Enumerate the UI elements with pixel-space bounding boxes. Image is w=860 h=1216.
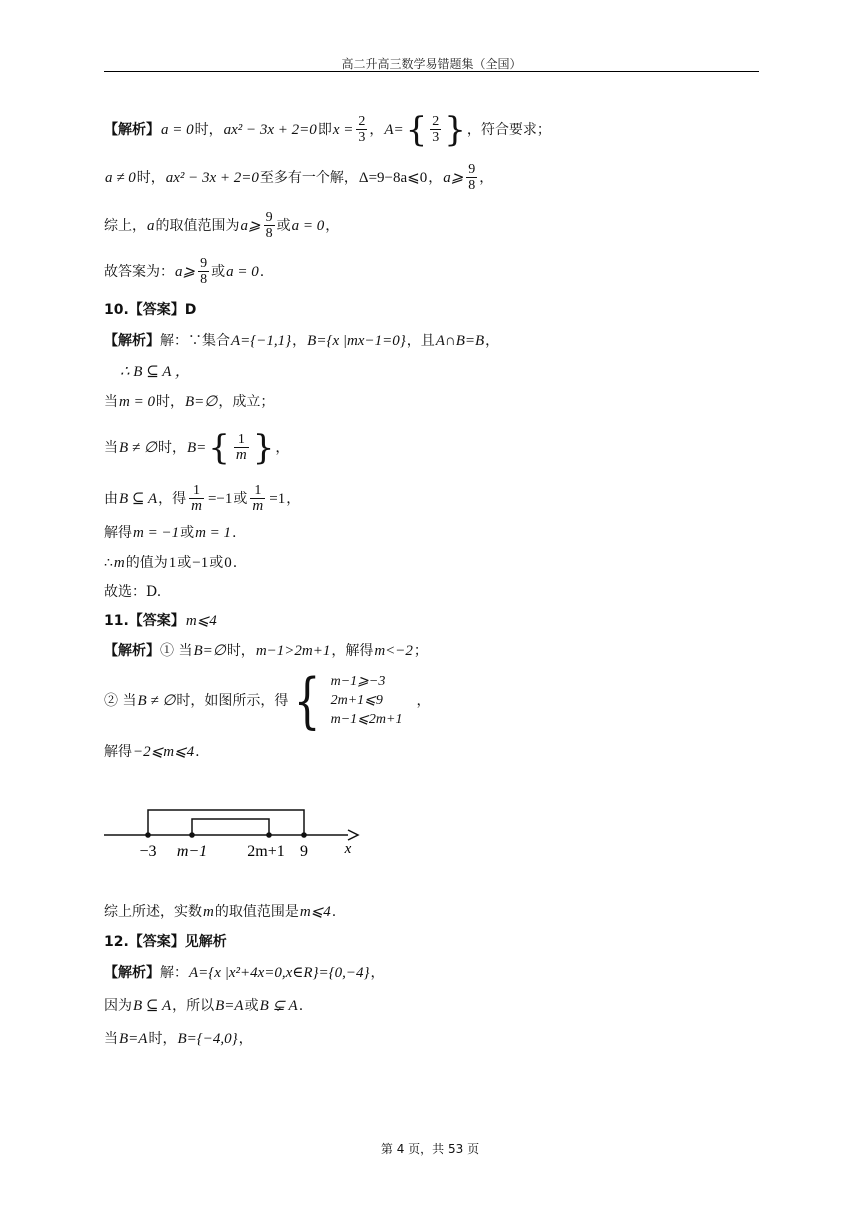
solution-line: ② 当 B ≠ ∅ 时，如图所示，得 { m−1⩾−3 2m+1⩽9 m−1⩽2m+1 ， <box>104 665 431 736</box>
fraction: $\frac{1}{m}$ <box>252 483 264 514</box>
solution-line: ∴ m 的值为 1 或 −1 或 0 . <box>104 555 238 571</box>
solution-line: 当 B=A 时， B={−4,0} ， <box>104 1031 253 1047</box>
inequality-system: { m−1⩾−3 2m+1⩽9 m−1⩽2m+1 <box>294 665 403 736</box>
solution-line: 故选：D. <box>104 584 162 600</box>
number-line-figure <box>100 800 365 862</box>
tick-label: 2m+1 <box>247 843 285 860</box>
answer-11: 11.【答案】 m⩽4 <box>104 613 217 629</box>
fraction: $\frac{2}{3}$ <box>358 114 366 145</box>
solution-line: 解得 −2⩽m⩽4 . <box>104 744 200 760</box>
solution-line: 综上， a 的取值范围为 a⩾ $\frac{9}{8}$ 或 a = 0 ， <box>104 210 340 241</box>
solution-line: 当 m = 0 时， B=∅ ，成立； <box>104 394 275 410</box>
axis-label: x <box>344 841 352 857</box>
solution-line: 由 B ⊆ A ，得 $\frac{1}{m}$ =−1 或 $\frac{1}{m}$ =1 ， <box>104 483 301 514</box>
fraction: $\frac{9}{8}$ <box>468 162 476 193</box>
solution-line: 因为 B ⊆ A ，所以 B=A 或 B ⊊ A . <box>104 998 304 1014</box>
solution-line: 综上所述，实数 m 的取值范围是 m⩽4 . <box>104 904 337 920</box>
solution-line: 【解析】 解：∵集合 A={−1,1} ， B={x |mx−1=0} ，且 A∩B=B ， <box>104 333 500 349</box>
fraction: $\frac{1}{m}$ <box>235 432 247 463</box>
solution-line: a ≠ 0 时， ax² − 3x + 2=0 至多有一个解， Δ=9−8a⩽0 ， a⩾ $\frac{9}{8}$ ， <box>105 162 494 193</box>
solution-line: 【解析】 解： A={x |x²+4x=0,x∈R}={0,−4} ， <box>104 965 385 981</box>
tick-label: m−1 <box>176 843 208 860</box>
analysis-tag: 【解析】 <box>104 121 160 138</box>
solution-line: 故答案为： a⩾ $\frac{9}{8}$ 或 a = 0 . <box>104 256 265 287</box>
answer-12: 12.【答案】见解析 <box>104 934 227 950</box>
tick-label: −3 <box>139 843 157 860</box>
answer-10: 10.【答案】D <box>104 302 197 318</box>
page-footer: 第 4 页，共 53 页 <box>380 1142 480 1156</box>
solution-line: 【解析】 ① 当 B=∅ 时， m−1>2m+1 ，解得 m<−2 ； <box>104 643 428 659</box>
solution-line: ∴ B ⊆ A ， <box>120 364 190 380</box>
fraction: $\frac{2}{3}$ <box>432 114 440 145</box>
page-header: 高二升高三数学易错题集（全国） <box>104 55 759 72</box>
solution-line: 当 B ≠ ∅ 时， B= { $\frac{1}{m}$ } ， <box>104 427 290 468</box>
fraction: $\frac{9}{8}$ <box>200 256 208 287</box>
fraction: $\frac{9}{8}$ <box>265 210 273 241</box>
solution-line: 【解析】 a = 0 时， ax² − 3x + 2=0 即 x = $\frac{2}{3}$ ， A= { $\frac{2}{3}$ } ，符合要求； <box>104 109 551 150</box>
tick-label: 9 <box>300 843 308 860</box>
fraction: $\frac{1}{m}$ <box>191 483 202 514</box>
solution-line: 解得 m = −1 或 m = 1 . <box>104 525 237 541</box>
